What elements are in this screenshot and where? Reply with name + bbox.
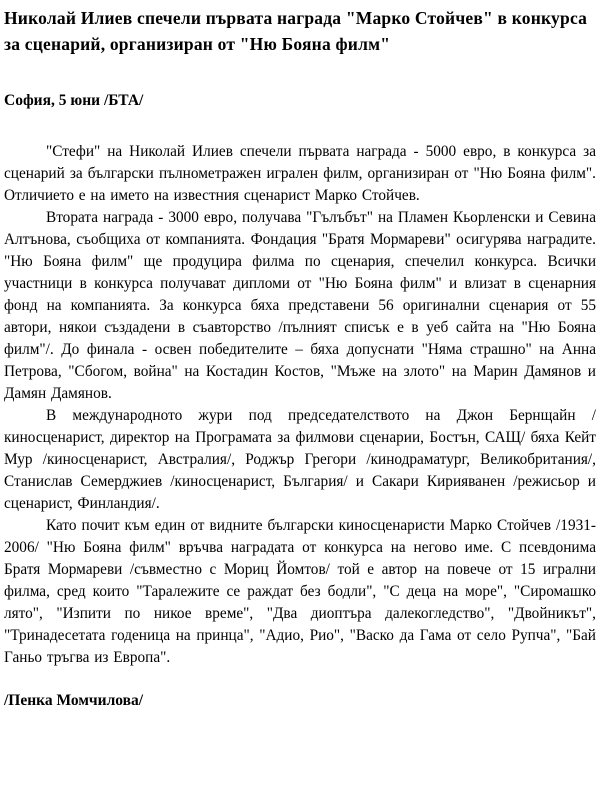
paragraph-second-prize: Втората награда - 3000 евро, получава "Гълъбът" на Пламен Кьорленски и Севина Алтънова, съобщиха от компанията. Фондация "Братя Мормареви" осигурява наградите. "Ню Бояна филм" ще продуцира филма по сценария, спечелил конкурса. Всички участници в конкурса получават дипломи от "Ню Бояна филм" и влизат в сценарния фонд на компанията. За конкурса бяха представени 56 оригинални сценария от 55 автори, някои създадени в съавторство /пълният списък е в уеб сайта на "Ню Бояна филм"/. До финала - освен победителите – бяха допуснати "Няма страшно" на Анна Петрова, "Сбогом, война" на Костадин Костов, "Мъже на злото" на Марин Дамянов и Дамян Дамянов. <box>4 209 596 402</box>
paragraph-jury: В международното жури под председателството на Джон Бернщайн /киносценарист, директор на Програмата за филмови сценарии, Бостън, САЩ/ бяха Кейт Мур /киносценарист, Австралия/, Роджър Грегори /кинодраматург, Великобритания/, Станислав Семерджиев /киносценарист, България/ и Сакари Кирияванен /режисьор и сценарист, Финландия/. <box>4 407 596 512</box>
dateline: София, 5 юни /БТА/ <box>4 92 144 109</box>
paragraph-lead: "Стефи" на Николай Илиев спечели първата награда - 5000 евро, в конкурса за сценарий за български пълнометражен игрален филм, организиран от "Ню Бояна филм". Отличието е на името на известния сценарист Марко Стойчев. <box>4 143 596 204</box>
article-body <box>4 141 596 669</box>
article-title: Николай Илиев спечели първата награда "Марко Стойчев" в конкурса за сценарий, организиран от "Ню Бояна филм" <box>4 8 588 54</box>
paragraph-tribute: Като почит към един от видните български киносценаристи Марко Стойчев /1931-2006/ "Ню Бояна филм" връчва наградата от конкурса на негово име. С псевдонима Братя Мормареви /съвместно с Мориц Йомтов/ той е автор на повече от 15 игрални филма, сред които "Таралежите се раждат без бодли", "С деца на море", "Сиромашко лято", "Изпити по никое време", "Два диоптъра далекогледство", "Двойникът", "Тринадесетата годеница на принца", "Адио, Рио", "Васко да Гама от село Рупча", "Бай Ганьо тръгва из Европа". <box>4 517 596 666</box>
author-signature: /Пенка Момчилова/ <box>4 692 144 709</box>
